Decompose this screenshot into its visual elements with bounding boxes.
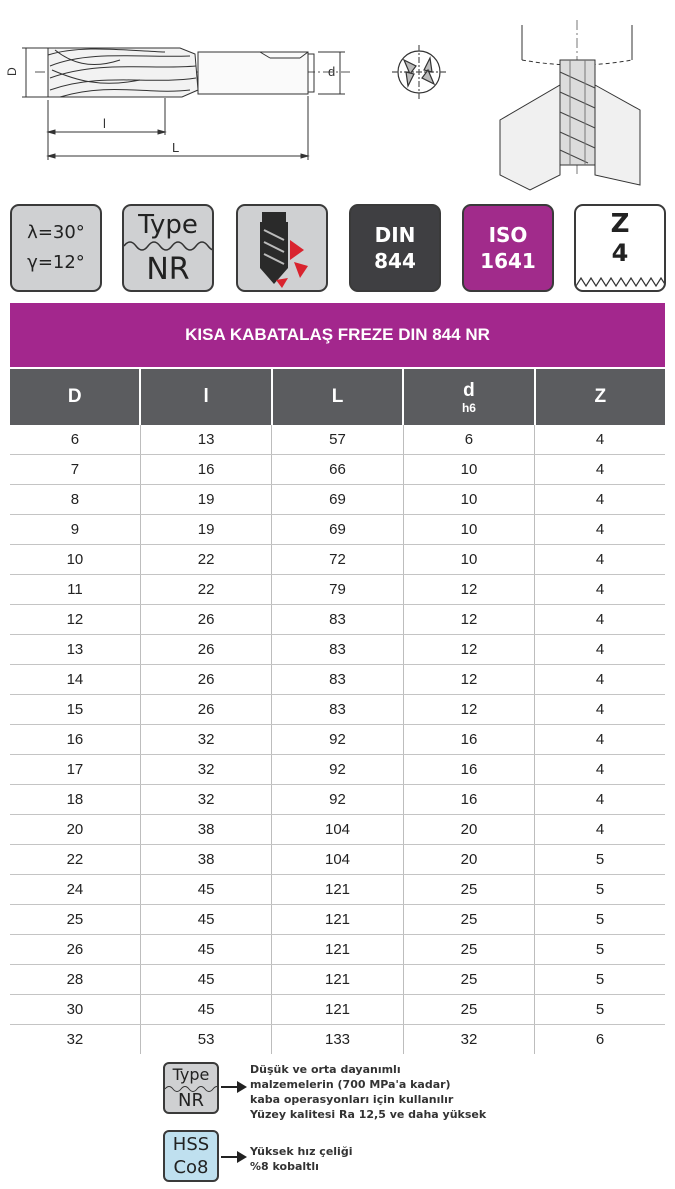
cell-D: 17 bbox=[10, 755, 140, 785]
din-badge bbox=[349, 204, 441, 292]
din-label: DIN bbox=[374, 223, 416, 247]
table-row bbox=[10, 1025, 665, 1055]
cell-L: 121 bbox=[272, 875, 404, 905]
cell-Z: 4 bbox=[535, 455, 665, 485]
cell-D: 8 bbox=[10, 485, 140, 515]
legend-hss-label: HSS bbox=[172, 1134, 210, 1155]
cell-L: 83 bbox=[272, 695, 404, 725]
legend-hss-badge bbox=[163, 1130, 219, 1182]
cell-D: 18 bbox=[10, 785, 140, 815]
cell-d: 12 bbox=[403, 605, 534, 635]
cell-Z: 5 bbox=[535, 845, 665, 875]
column-header-Z: Z bbox=[535, 369, 665, 425]
table-row bbox=[10, 935, 665, 965]
cell-d: 10 bbox=[403, 455, 534, 485]
cell-Z: 4 bbox=[535, 815, 665, 845]
serration-icon bbox=[576, 274, 666, 290]
iso-badge bbox=[462, 204, 554, 292]
cell-L: 121 bbox=[272, 965, 404, 995]
table-row bbox=[10, 605, 665, 635]
cell-L: 92 bbox=[272, 785, 404, 815]
cell-Z: 4 bbox=[535, 515, 665, 545]
cell-Z: 4 bbox=[535, 695, 665, 725]
cell-l: 32 bbox=[140, 725, 271, 755]
cutting-tool-icon bbox=[238, 206, 326, 290]
cell-D: 13 bbox=[10, 635, 140, 665]
cell-L: 83 bbox=[272, 635, 404, 665]
cell-L: 83 bbox=[272, 605, 404, 635]
legend-type-description: Düşük ve orta dayanımlı malzemelerin (700 MPa'a kadar) kaba operasyonları için kullanılır Yüzey kalitesi Ra 12,5 ve daha yüksek bbox=[250, 1063, 487, 1121]
cell-Z: 5 bbox=[535, 905, 665, 935]
cell-d: 12 bbox=[403, 575, 534, 605]
cell-d: 25 bbox=[403, 905, 534, 935]
cell-l: 26 bbox=[140, 635, 271, 665]
legend-type-label: Type bbox=[172, 1065, 210, 1084]
flutes-badge bbox=[574, 204, 666, 292]
table-row bbox=[10, 785, 665, 815]
cell-D: 32 bbox=[66, 1031, 84, 1048]
cell-L: 69 bbox=[272, 485, 404, 515]
cell-D: 26 bbox=[10, 935, 140, 965]
cell-l: 26 bbox=[140, 695, 271, 725]
tolerance-label: h6 bbox=[461, 401, 476, 415]
end-mill-end-view bbox=[392, 45, 446, 99]
dim-label-L: L bbox=[172, 140, 180, 155]
cell-d: 12 bbox=[403, 665, 534, 695]
cell-D: 9 bbox=[10, 515, 140, 545]
cell-L: 66 bbox=[272, 455, 404, 485]
cell-D: 24 bbox=[10, 875, 140, 905]
column-header-L: L bbox=[272, 369, 404, 425]
table-row bbox=[10, 845, 665, 875]
flutes-label: Z bbox=[610, 209, 630, 239]
cell-D: 30 bbox=[10, 995, 140, 1025]
cell-d: 10 bbox=[403, 545, 534, 575]
cell-d: 20 bbox=[403, 815, 534, 845]
cell-d: 25 bbox=[403, 875, 534, 905]
cell-d: 12 bbox=[403, 635, 534, 665]
cell-L: 121 bbox=[272, 995, 404, 1025]
cell-d: 32 bbox=[403, 1025, 534, 1055]
cell-Z: 4 bbox=[535, 485, 665, 515]
cell-l: 19 bbox=[140, 485, 271, 515]
cell-d: 16 bbox=[403, 785, 534, 815]
cell-L: 104 bbox=[272, 815, 404, 845]
cell-L: 121 bbox=[272, 935, 404, 965]
cell-l: 26 bbox=[140, 665, 271, 695]
cell-l: 32 bbox=[140, 755, 271, 785]
cell-D: 25 bbox=[10, 905, 140, 935]
product-title: KISA KABATALAŞ FREZE DIN 844 NR bbox=[185, 325, 490, 344]
cell-l: 45 bbox=[140, 935, 271, 965]
table-row bbox=[10, 995, 665, 1025]
feature-badges bbox=[0, 204, 675, 298]
cell-Z: 4 bbox=[535, 725, 665, 755]
table-row bbox=[10, 965, 665, 995]
cell-d: 12 bbox=[403, 695, 534, 725]
cell-d: 16 bbox=[403, 755, 534, 785]
cell-d: 25 bbox=[403, 935, 534, 965]
cell-L: 79 bbox=[272, 575, 404, 605]
table-row bbox=[10, 875, 665, 905]
cell-l: 45 bbox=[140, 875, 271, 905]
cell-Z: 4 bbox=[535, 665, 665, 695]
din-number: 844 bbox=[374, 249, 416, 273]
cell-Z: 4 bbox=[535, 635, 665, 665]
cell-D: 7 bbox=[10, 455, 140, 485]
table-row bbox=[10, 815, 665, 845]
cell-Z: 5 bbox=[535, 935, 665, 965]
cell-Z: 5 bbox=[535, 965, 665, 995]
cell-d: 10 bbox=[403, 485, 534, 515]
cell-l: 45 bbox=[140, 905, 271, 935]
cell-L: 72 bbox=[272, 545, 404, 575]
table-row bbox=[10, 695, 665, 725]
table-row bbox=[10, 725, 665, 755]
legend-type-badge bbox=[163, 1062, 219, 1114]
cell-D: 12 bbox=[10, 605, 140, 635]
cell-L: 57 bbox=[272, 425, 404, 455]
column-header-d: d h6 bbox=[403, 369, 534, 425]
cell-l: 13 bbox=[140, 425, 271, 455]
cell-l: 45 bbox=[140, 995, 271, 1025]
cell-L: 104 bbox=[272, 845, 404, 875]
cell-l: 26 bbox=[140, 605, 271, 635]
cell-l: 22 bbox=[140, 545, 271, 575]
cutting-direction-badge bbox=[236, 204, 328, 292]
dim-label-l: l bbox=[103, 116, 106, 131]
table-header-row bbox=[10, 369, 665, 425]
table-row bbox=[10, 545, 665, 575]
cell-L: 92 bbox=[272, 755, 404, 785]
cell-D: 11 bbox=[10, 575, 140, 605]
table-row bbox=[10, 455, 665, 485]
cell-l: 38 bbox=[140, 845, 271, 875]
cell-Z: 4 bbox=[535, 755, 665, 785]
cell-Z: 4 bbox=[535, 785, 665, 815]
iso-number: 1641 bbox=[480, 249, 536, 273]
cell-D: 14 bbox=[10, 665, 140, 695]
arrow-right-icon bbox=[221, 1150, 247, 1164]
cell-l: 16 bbox=[140, 455, 271, 485]
cell-d: 20 bbox=[403, 845, 534, 875]
dim-label-d: d bbox=[328, 64, 336, 79]
cell-Z: 5 bbox=[535, 995, 665, 1025]
cell-Z: 4 bbox=[535, 545, 665, 575]
cell-L: 69 bbox=[272, 515, 404, 545]
technical-drawings bbox=[0, 0, 675, 195]
legend-type-value: NR bbox=[178, 1090, 204, 1111]
cell-d: 16 bbox=[403, 725, 534, 755]
table-row bbox=[10, 755, 665, 785]
cell-d: 25 bbox=[403, 995, 534, 1025]
type-label: Type bbox=[138, 210, 198, 240]
cell-Z: 4 bbox=[535, 575, 665, 605]
cell-L: 133 bbox=[272, 1025, 404, 1055]
angles-badge bbox=[10, 204, 102, 292]
column-header-D: D bbox=[10, 369, 140, 425]
table-row bbox=[10, 905, 665, 935]
cell-D: 15 bbox=[10, 695, 140, 725]
cell-D: 6 bbox=[10, 425, 140, 455]
cell-Z: 6 bbox=[535, 1025, 665, 1055]
product-title-bar bbox=[10, 303, 665, 367]
cell-L: 83 bbox=[272, 665, 404, 695]
cell-l: 45 bbox=[140, 965, 271, 995]
table-row bbox=[10, 425, 665, 455]
cell-d: 25 bbox=[403, 965, 534, 995]
cell-d: 6 bbox=[403, 425, 534, 455]
cell-L: 121 bbox=[272, 905, 404, 935]
iso-label: ISO bbox=[488, 223, 528, 247]
type-nr-badge bbox=[122, 204, 214, 292]
dim-label-D: D bbox=[5, 67, 19, 76]
cell-D: 16 bbox=[10, 725, 140, 755]
type-value: NR bbox=[146, 252, 190, 287]
cell-l: 19 bbox=[140, 515, 271, 545]
machining-illustration bbox=[500, 20, 640, 190]
flutes-count: 4 bbox=[611, 239, 629, 267]
dimensions-table bbox=[10, 369, 665, 1054]
cell-D: 22 bbox=[10, 845, 140, 875]
table-row bbox=[10, 665, 665, 695]
cell-l: 38 bbox=[140, 815, 271, 845]
end-mill-side-view bbox=[22, 48, 350, 160]
cell-Z: 5 bbox=[535, 875, 665, 905]
table-row bbox=[10, 515, 665, 545]
legend-hss-description: Yüksek hız çeliği %8 kobaltlı bbox=[250, 1145, 353, 1173]
cell-D: 28 bbox=[10, 965, 140, 995]
cell-l: 53 bbox=[140, 1025, 271, 1055]
cell-l: 22 bbox=[140, 575, 271, 605]
table-row bbox=[10, 485, 665, 515]
cell-Z: 4 bbox=[535, 605, 665, 635]
table-row bbox=[10, 635, 665, 665]
cell-D: 10 bbox=[10, 545, 140, 575]
cell-d: 10 bbox=[403, 515, 534, 545]
arrow-right-icon bbox=[221, 1080, 247, 1094]
cell-L: 92 bbox=[272, 725, 404, 755]
table-row bbox=[10, 575, 665, 605]
rake-angle-text: γ=12° bbox=[27, 252, 85, 273]
cell-l: 32 bbox=[140, 785, 271, 815]
helix-angle-text: λ=30° bbox=[27, 222, 85, 243]
cell-D: 20 bbox=[10, 815, 140, 845]
legend-hss-value: Co8 bbox=[173, 1157, 209, 1178]
cell-Z: 4 bbox=[535, 425, 665, 455]
column-header-l: l bbox=[140, 369, 271, 425]
